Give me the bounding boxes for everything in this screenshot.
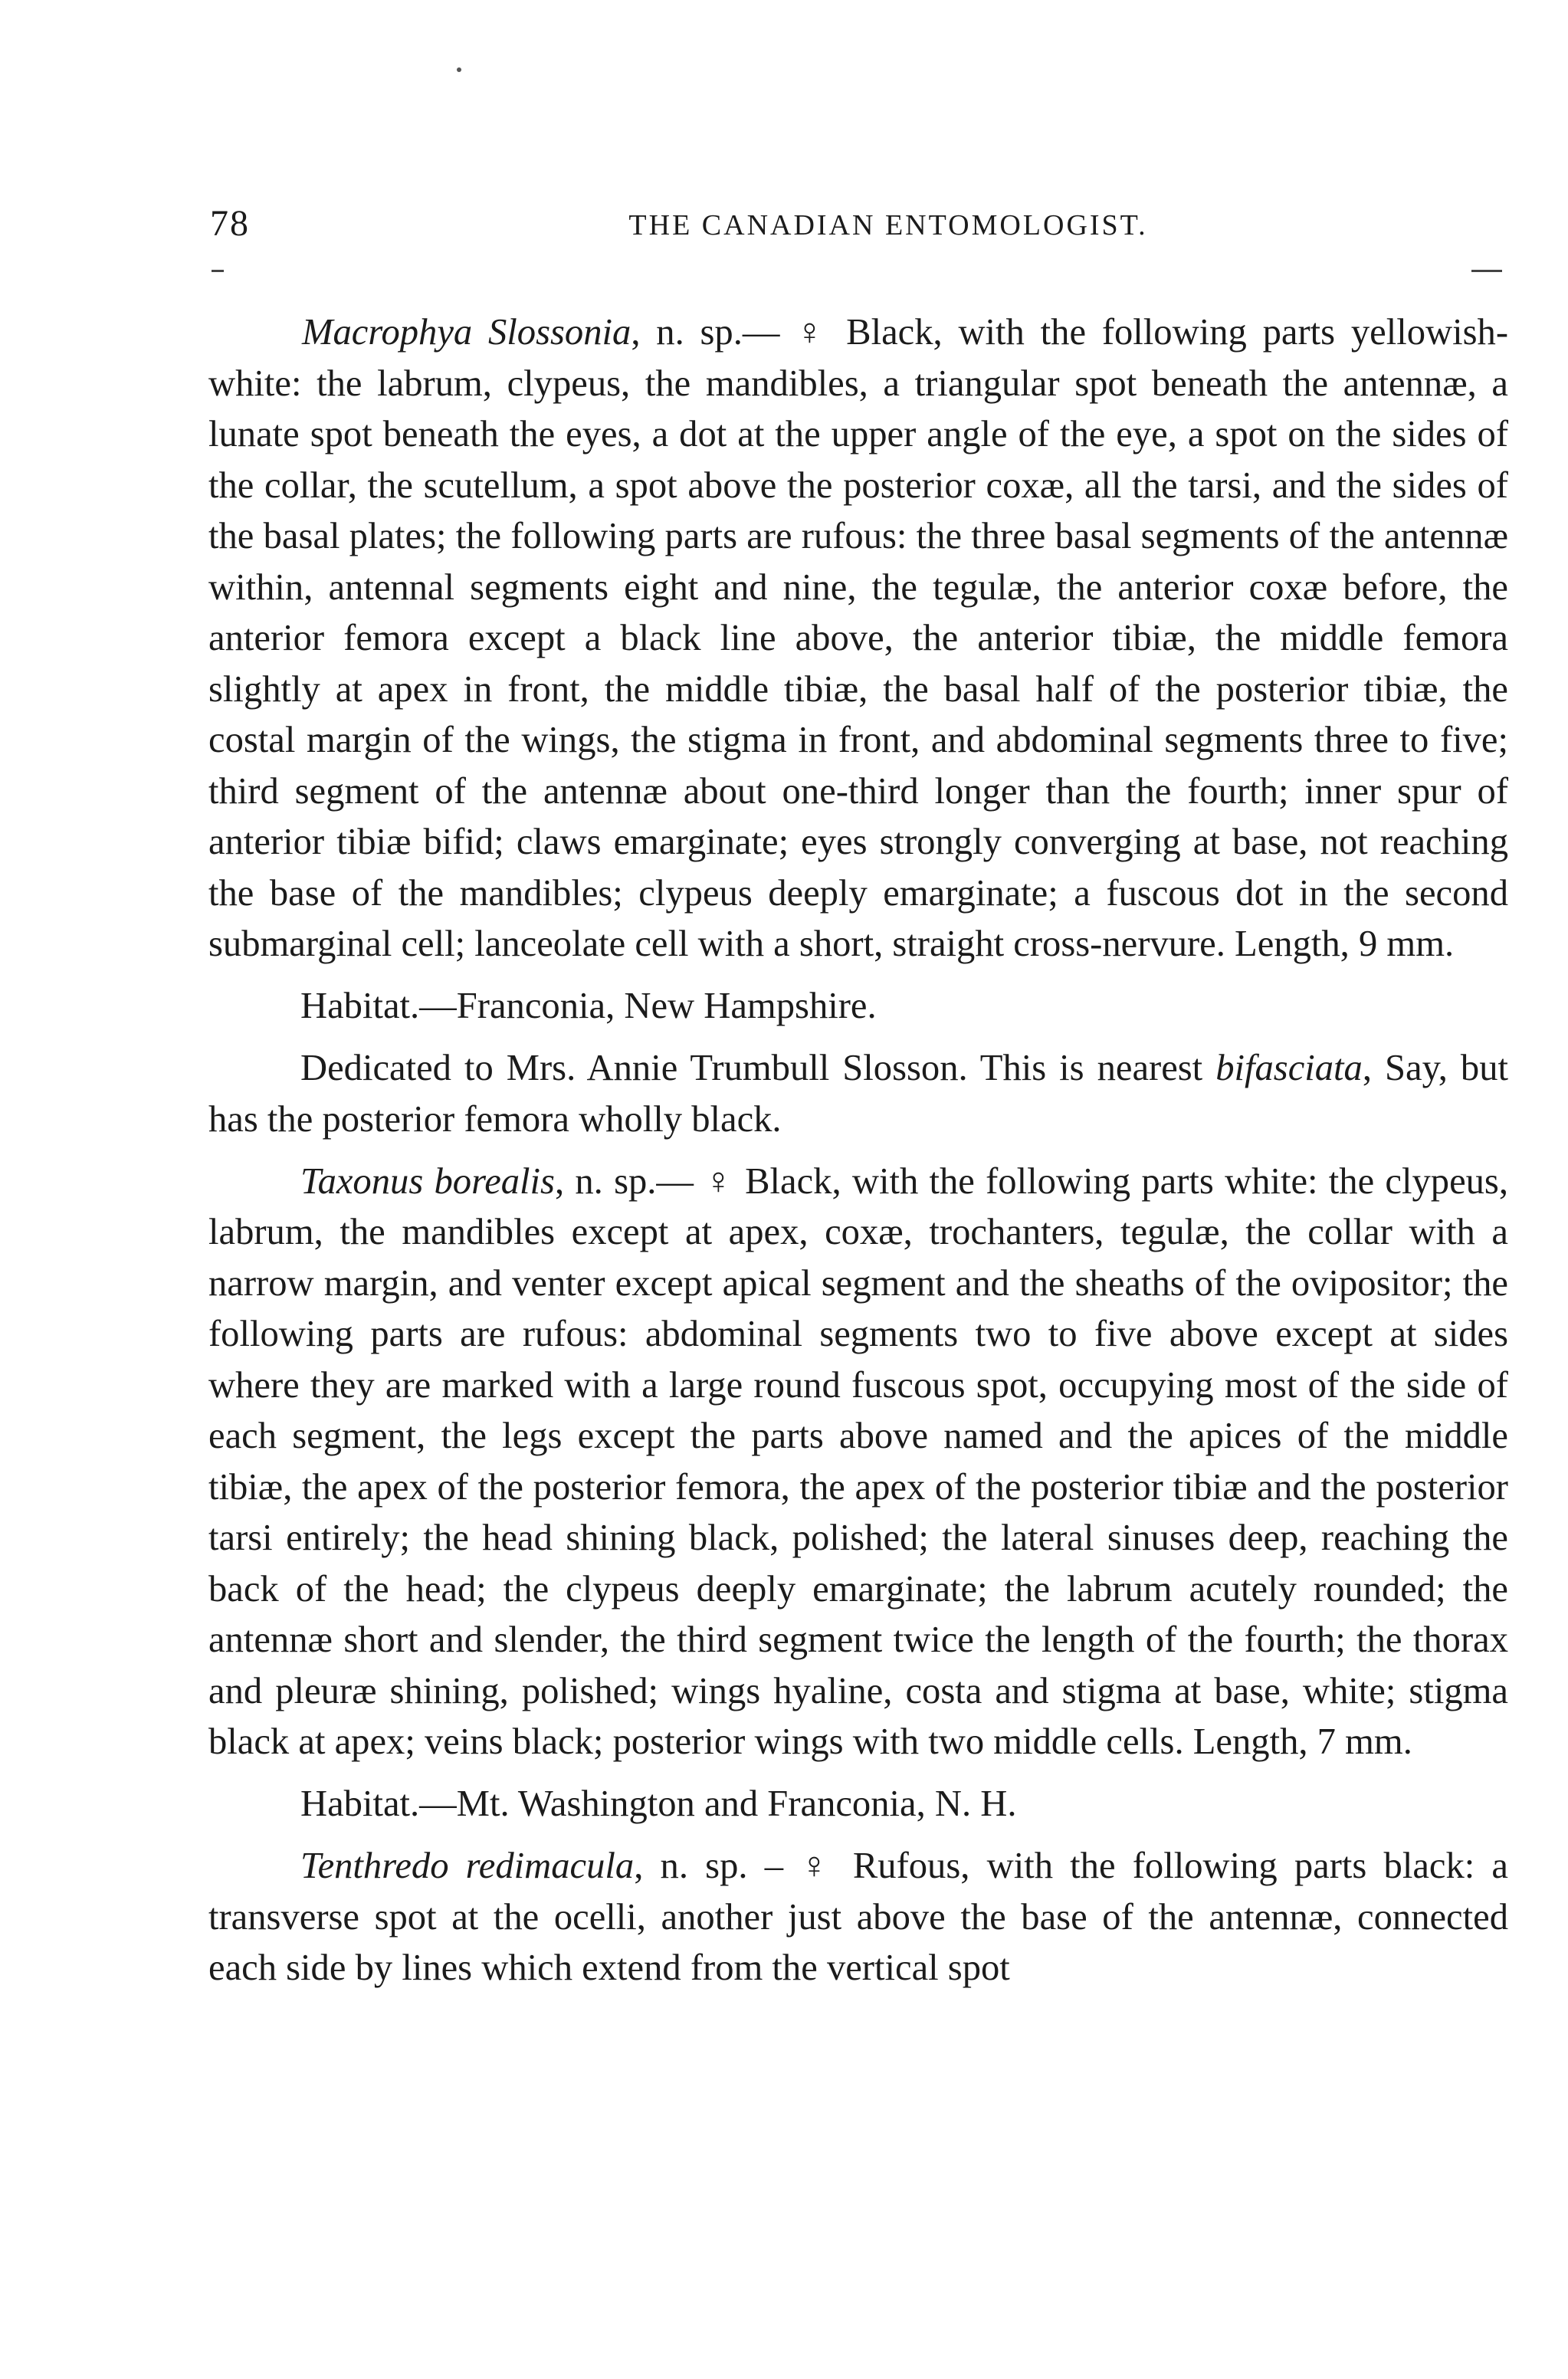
species-name: Taxonus borealis [300,1160,555,1202]
scan-speck [457,67,461,72]
body-text [208,307,1508,2004]
species-description-macrophya [208,307,1508,970]
species-name: Tenthredo redimacula [300,1845,635,1886]
species-description-taxonus [208,1156,1508,1767]
dedication-paragraph [208,1042,1508,1144]
running-title: THE CANADIAN ENTOMOLOGIST. [628,209,1148,241]
dedication-text: Dedicated to Mrs. Annie Trumbull Slosson. This is nearest [300,1047,1216,1088]
habitat-line: Habitat.—Mt. Washington and Franconia, N. H. [300,1783,1017,1824]
species-text: , n. sp.— ♀ Black, with the following parts yellowish-white: the labrum, clypeus, the mandibles, a triangular spot beneath the antennæ, a lunate spot beneath the eyes, a dot at the upper angle of the eye, a spot on the sides of the collar, the scutellum, a spot above the posterior coxæ, all the tarsi, and the sides of the basal plates; the following parts are rufous: the three basal segments of the antennæ within, antennal segments eight and nine, the tegulæ, the anterior coxæ before, the anterior femora except a black line above, the anterior tibiæ, the middle femora slightly at apex in front, the middle tibiæ, the basal half of the posterior tibiæ, the costal margin of the wings, the stigma in front, and abdominal segments three to five; third segment of the antennæ about one-third longer than the fourth; inner spur of anterior tibiæ bifid; claws emarginate; eyes strongly converging at base, not reaching the base of the mandibles; clypeus deeply emarginate; a fuscous dot in the second submarginal cell; lanceolate cell with a short, straight cross-nervure. Length, 9 mm. [208,311,1508,964]
species-description-tenthredo [208,1840,1508,1993]
habitat-line: Habitat.—Franconia, New Hampshire. [300,985,877,1026]
related-species-name: bifasciata [1215,1047,1363,1088]
species-name: Macrophya Slossonia [302,311,631,353]
species-text: , n. sp. – ♀ Rufous, with the following parts black: a transverse spot at the ocelli, another just above the base of the antennæ, connected each side by lines which extend from the vertical spot [208,1845,1509,1988]
species-text: , n. sp.— ♀ Black, with the following parts white: the clypeus, labrum, the mandibles except at apex, coxæ, trochanters, tegulæ, the collar with a narrow margin, and venter except apical segment and the sheaths of the ovipositor; the following parts are rufous: abdominal segments two to five above except at sides where they are marked with a large round fuscous spot, occupying most of the side of each segment, the legs except the parts above named and the apices of the middle tibiæ, the apex of the posterior femora, the apex of the posterior tibiæ and the posterior tarsi entirely; the head shining black, polished; the lateral sinuses deep, reaching the back of the head; the clypeus deeply emarginate; the labrum acutely rounded; the antennæ short and slender, the third segment twice the length of the fourth; the thorax and pleuræ shining, polished; wings hyaline, costa and stigma at base, white; stigma black at apex; veins black; posterior wings with two middle cells. Length, 7 mm. [208,1160,1508,1762]
page-number: 78 [210,203,250,244]
header-rule-right [1471,270,1502,272]
dedication-text-end: , Say, but has the posterior femora wholly black. [208,1047,1508,1140]
page-header [210,201,1513,247]
header-rule-left [212,270,224,272]
